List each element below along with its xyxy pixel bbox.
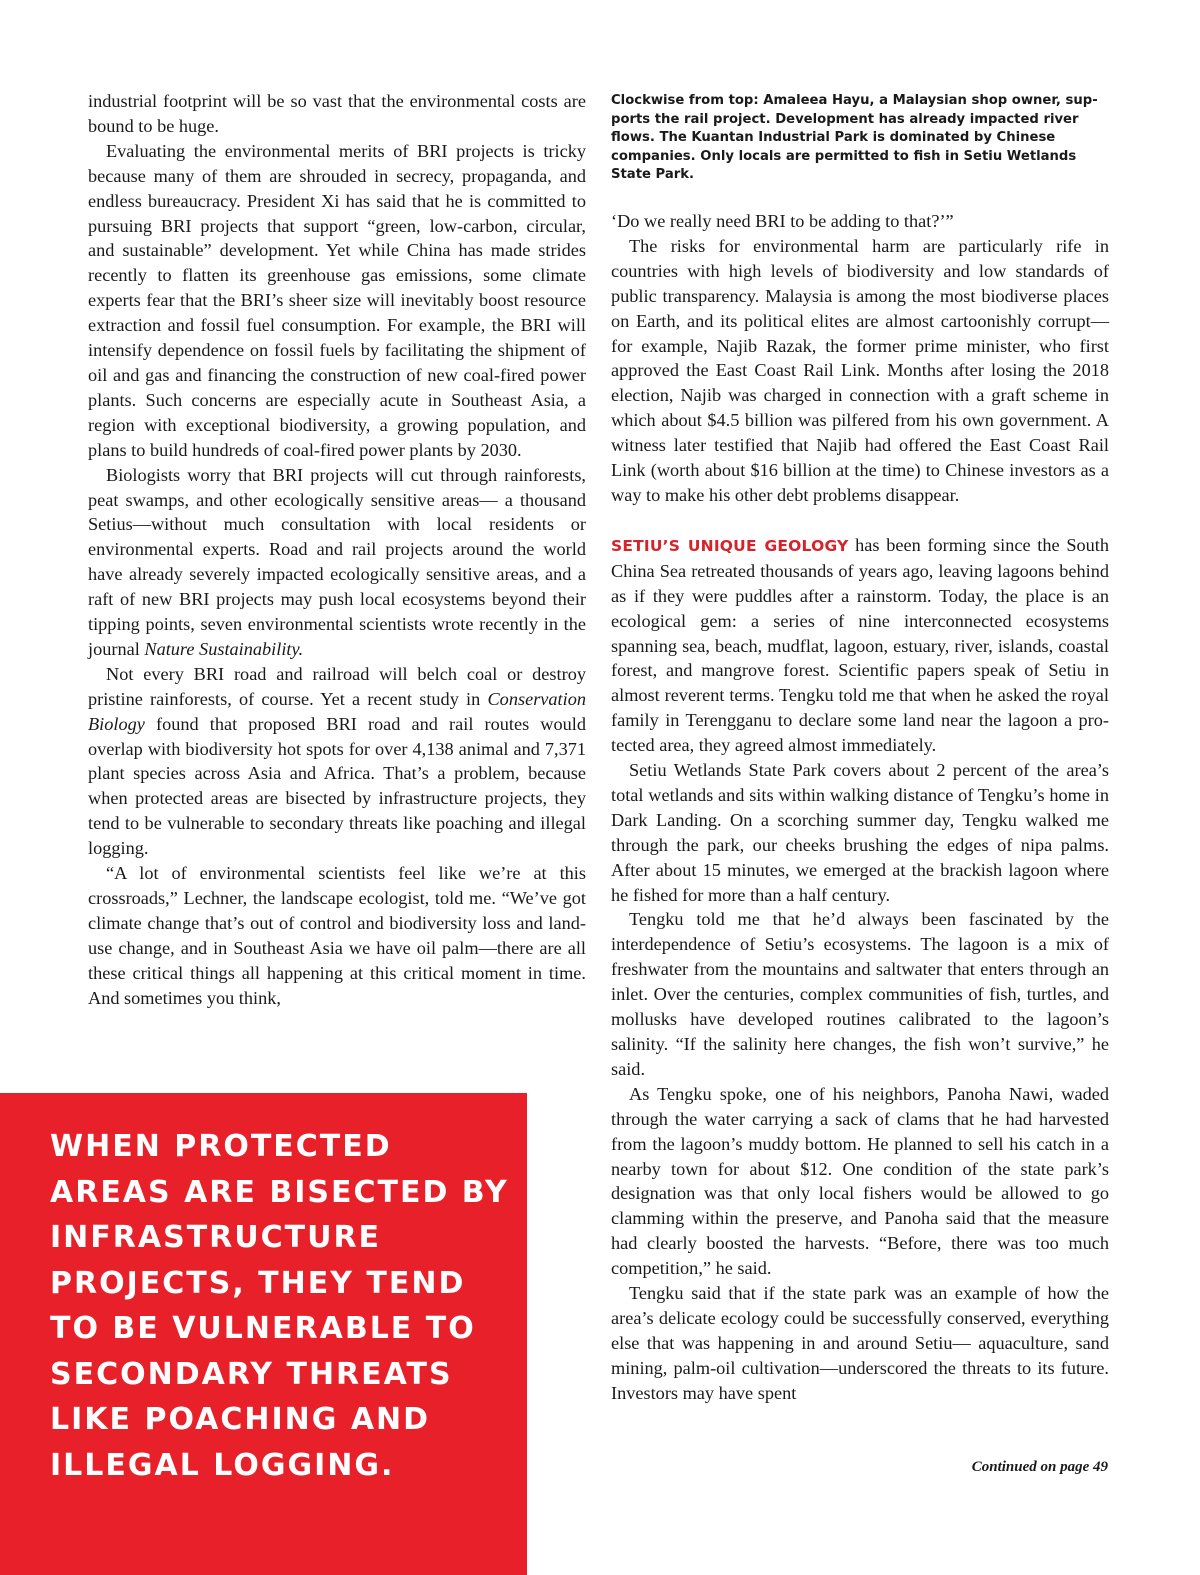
body-paragraph: Tengku told me that he’d always been fascinated by the interdependence of Setiu’s ecosystems. The lagoon is a mix of freshwater from the mountains and saltwater that enters through an inlet. Over the centuries, complex communities of fish, turtles, and mollusks have developed routines calibrated to the lagoon’s salinity. “If the salinity here changes, the fish won’t survive,” he said. [611,909,1109,1079]
body-paragraph: The risks for environmental harm are particularly rife in countries with high levels of biodiversity and low standards of public transparency. Malaysia is among the most biodiverse places on Earth, and its political elites are almost cartoonishly corrupt—for example, Najib Razak, the former prime minister, who first approved the East Coast Rail Link. Months after losing the 2018 election, Najib was charged in connection with a graft scheme in which about $4.5 billion was pilfered from his own government. A witness later testified that Najib had offered the East Coast Rail Link (worth about $16 billion at the time) to Chinese investors as a way to make his other debt problems disappear. [611,235,1109,505]
body-paragraph: Setiu Wetlands State Park covers about 2 percent of the area’s total wetlands and sits within walking distance of Tengku’s home in Dark Landing. On a scorching summer day, Tengku walked me through the park, our cheeks brushing the edges of nipa palms. After about 15 minutes, we emerged at the brackish lagoon where he fished for more than a half century. [611,760,1109,905]
journal-title: Nature Sustainability. [144,638,304,659]
body-paragraph: Tengku said that if the state park was an example of how the area’s delicate ecology could be successfully conserved, everything else that was happening in and around Setiu— aquaculture, sand mining, palm-oil cultivation—underscored the threats to its future. Investors may have spent [611,1283,1109,1403]
body-paragraph [88,662,586,861]
section-lead-in: SETIU’S UNIQUE GEOLOGY [611,536,849,555]
body-text: Not every BRI road and railroad will belch coal or destroy pristine rainforests, of course. Yet a recent study in [88,663,586,709]
right-article-column [611,209,1109,1406]
continued-note: Continued on page 49 [971,1459,1108,1475]
body-text: Biologists worry that BRI projects will cut through rainforests, peat swamps, and other ecologically sensitive areas— a thousand Setius—without much consultation with local residents or environmental experts. Road and rail projects around the world have already severely impacted ecologically sensitive areas, and a raft of new BRI projects may push local ecosystems beyond their tipping points, seven environmental scientists wrote recently in the journal [88,464,586,659]
photo-caption: Clockwise from top: Amaleea Hayu, a Malaysian shop owner, supports the rail project. Development has already impacted river flows. The Kuantan Industrial Park is dominated by Chinese companies. Only locals are permitted to fish in Setiu Wetlands State Park. [611,93,1098,183]
section-start-paragraph [611,533,1109,758]
body-text: found that proposed BRI road and rail routes would overlap with biodiversity hot spots for over 4,138 animal and 7,371 plant species across Asia and Africa. That’s a problem, because when protected areas are bisected by infrastructure projects, they tend to be vulnerable to secondary threats like poaching and illegal logging. [88,713,586,859]
body-paragraph: As Tengku spoke, one of his neighbors, Panoha Nawi, waded through the water carrying a sack of clams that he had harvested from the lagoon’s muddy bottom. He planned to sell his catch in a nearby town for about $12. One condition of the state park’s designation was that only local fishers would be allowed to go clamming within the preserve, and Panoha said that the measure had clearly boosted the harvests. “Before, there was too much competition,” he said. [611,1083,1109,1279]
body-paragraph: ‘Do we really need BRI to be adding to that?’” [611,211,954,231]
left-article-column [88,89,586,1011]
body-text: has been forming since the South China Sea retreated thousands of years ago, leaving lagoons behind as if they were puddles after a rainstorm. Today, the place is an ecological gem: a series of nine interconnected ecosystems spanning sea, beach, mudflat, lagoon, estuary, river, islands, coastal forest, and mangrove forest. Scientific papers speak of Setiu in almost reverent terms. Tengku told me that when he asked the royal family in Terengganu to declare some land near the lagoon a protected area, they agreed almost immediately. [611,534,1109,756]
pullquote-text: WHEN PROTECTED AREAS ARE BISECTED BY INFRASTRUCTURE PROJECTS, THEY TEND TO BE VULNERABLE TO SECONDARY THREATS LIKE POACHING AND ILLEGAL LOGGING. [50,1129,509,1483]
body-paragraph: Evaluating the environmental merits of BRI projects is tricky because many of them are shrouded in secrecy, propaganda, and endless bureaucracy. President Xi has said that he is committed to pursuing BRI projects that support “green, low-carbon, circular, and sustainable” development. Yet while China has made strides recently to flatten its greenhouse gas emissions, some climate experts fear that the BRI’s sheer size will inevitably boost resource extraction and fossil fuel consumption. For example, the BRI will intensify dependence on fossil fuels by facilitating the shipment of oil and gas and financing the construction of new coal-fired power plants. Such concerns are especially acute in Southeast Asia, a region with exceptional biodiversity, a growing population, and plans to build hundreds of coal-fired power plants by 2030. [88,140,586,460]
body-paragraph: industrial footprint will be so vast that the environmental costs are bound to be huge. [88,91,586,136]
journal-title: Conservation Biology [88,688,586,734]
body-paragraph: “A lot of environmental scientists feel like we’re at this crossroads,” Lechner, the landscape ecologist, told me. “We’ve got climate change that’s out of control and biodiversity loss and land-use change, and in Southeast Asia we have oil palm—there are all these critical things all happening at this critical moment in time. And sometimes you think, [88,863,586,1008]
body-paragraph [88,463,586,662]
